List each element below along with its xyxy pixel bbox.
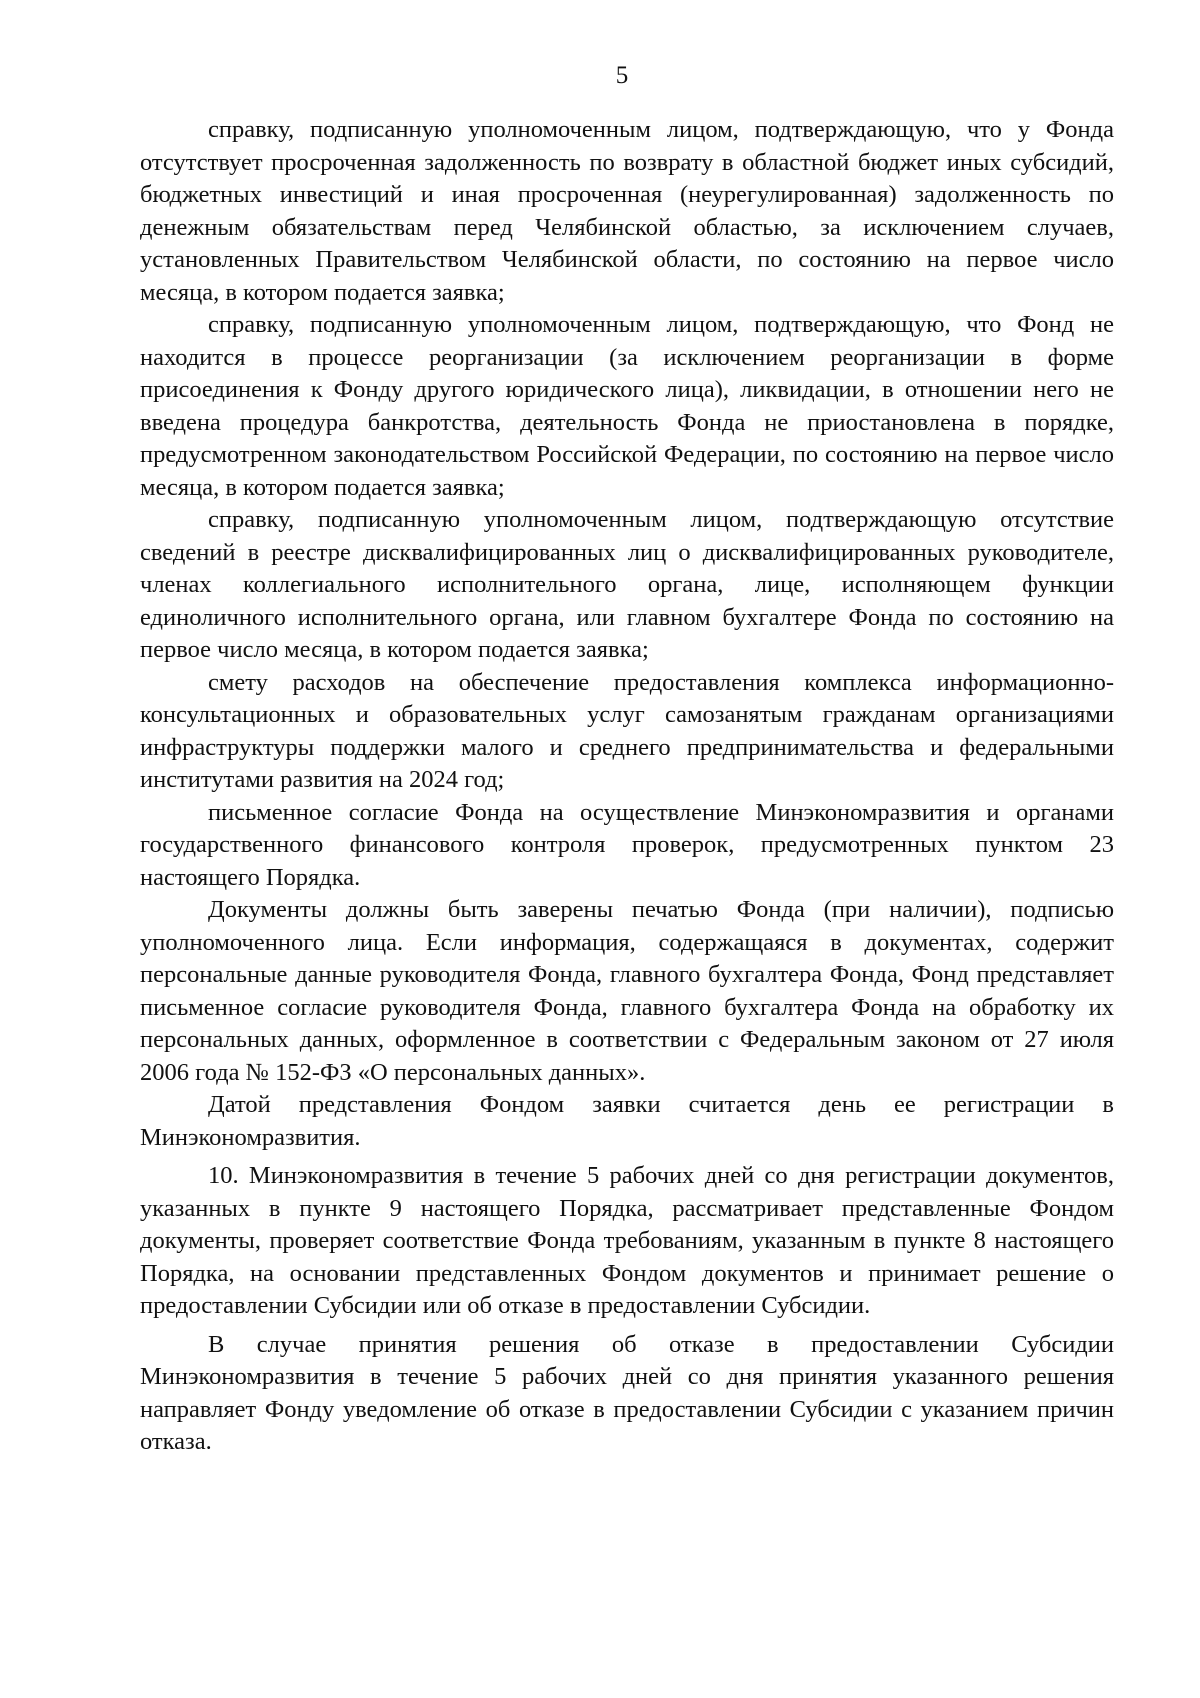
paragraph-application-date: Датой представления Фондом заявки считается день ее регистрации в Минэкономразвития. xyxy=(140,1091,1114,1151)
paragraph-written-consent: письменное согласие Фонда на осуществление Минэкономразвития и органами государственного финансового контроля проверок, предусмотренных пунктом 23 настоящего Порядка. xyxy=(140,798,1114,891)
paragraph-certificate-no-disqualification: справку, подписанную уполномоченным лицом, подтверждающую отсутствие сведений в реестре дисквалифицированных лиц о дисквалифицированных руководителе, членах коллегиального исполнительного органа, лице, исполняющем функции единоличного исполнительного органа, или главном бухгалтере Фонда по состоянию на первое число месяца, в котором подается заявка; xyxy=(140,506,1114,663)
page-number: 5 xyxy=(615,62,629,89)
paragraph-documents-certification: Документы должны быть заверены печатью Фонда (при наличии), подписью уполномоченного лица. Если информация, содержащаяся в документах, содержит персональные данные руководителя Фонда, главного бухгалтера Фонда, Фонд представляет письменное согласие руководителя Фонда, главного бухгалтера Фонда на обработку их персональных данных, оформленное в соответствии с Федеральным законом от 27 июля 2006 года № 152-ФЗ «О персональных данных». xyxy=(140,896,1114,1086)
paragraph-certificate-no-debt: справку, подписанную уполномоченным лицом, подтверждающую, что у Фонда отсутствует просроченная задолженность по возврату в областной бюджет иных субсидий, бюджетных инвестиций и иная просроченная (неурегулированная) задолженность по денежным обязательствам перед Челябинской областью, за исключением случаев, установленных Правительством Челябинской области, по состоянию на первое число месяца, в котором подается заявка; xyxy=(140,116,1114,306)
paragraph-cost-estimate: смету расходов на обеспечение предоставления комплекса информационно-консультационных и образовательных услуг самозанятым гражданам организациями инфраструктуры поддержки малого и среднего предпринимательства и федеральными институтами развития на 2024 год; xyxy=(140,668,1114,793)
paragraph-item-10: 10. Минэкономразвития в течение 5 рабочих дней со дня регистрации документов, указанных в пункте 9 настоящего Порядка, рассматривает представленные Фондом документы, проверяет соответствие Фонда требованиям, указанным в пункте 8 настоящего Порядка, на основании представленных Фондом документов и принимает решение о предоставлении Субсидии или об отказе в предоставлении Субсидии. xyxy=(140,1162,1114,1319)
paragraph-certificate-no-reorganization: справку, подписанную уполномоченным лицом, подтверждающую, что Фонд не находится в процессе реорганизации (за исключением реорганизации в форме присоединения к Фонду другого юридического лица), ликвидации, в отношении него не введена процедура банкротства, деятельность Фонда не приостановлена в порядке, предусмотренном законодательством Российской Федерации, по состоянию на первое число месяца, в котором подается заявка; xyxy=(140,311,1114,501)
paragraph-refusal-notice: В случае принятия решения об отказе в предоставлении Субсидии Минэкономразвития в течение 5 рабочих дней со дня принятия указанного решения направляет Фонду уведомление об отказе в предоставлении Субсидии с указанием причин отказа. xyxy=(140,1330,1114,1455)
document-body xyxy=(140,114,1114,1459)
